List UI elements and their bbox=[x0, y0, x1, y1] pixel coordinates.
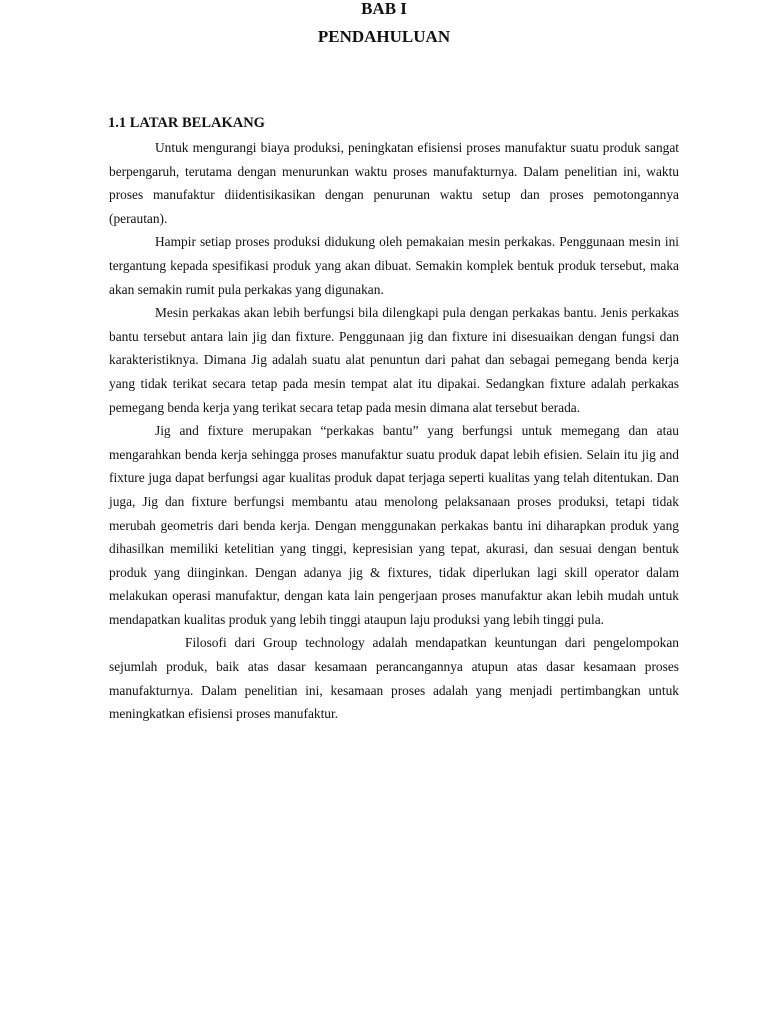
paragraph-5: Filosofi dari Group technology adalah mendapatkan keuntungan dari pengelompokan sejumlah produk, baik atas dasar kesamaan perancangannya atupun atas dasar kesamaan proses manufakturnya. Dalam penelitian ini, kesamaan proses adalah yang menjadi pertimbangkan untuk meningkatkan efisiensi proses manufaktur. bbox=[109, 635, 679, 722]
chapter-number: BAB I bbox=[361, 0, 407, 18]
paragraph-1: Untuk mengurangi biaya produksi, peningkatan efisiensi proses manufaktur suatu produk sangat berpengaruh, terutama dengan menurunkan waktu proses manufakturnya. Dalam penelitian ini, waktu proses manufaktur diidentisikasikan dengan penurunan waktu setup dan proses pemotongannya (perautan). bbox=[109, 140, 679, 226]
paragraph-2: Hampir setiap proses produksi didukung oleh pemakaian mesin perkakas. Penggunaan mesin ini tergantung kepada spesifikasi produk yang akan dibuat. Semakin komplek bentuk produk tersebut, maka akan semakin rumit pula perkakas yang digunakan. bbox=[109, 234, 679, 297]
chapter-title: PENDAHULUAN bbox=[317, 27, 451, 46]
section-heading: 1.1 LATAR BELAKANG bbox=[108, 115, 265, 131]
paragraph-4: Jig and fixture merupakan “perkakas bantu” yang berfungsi untuk memegang dan atau mengarahkan benda kerja sehingga proses manufaktur suatu produk dapat lebih efisien. Selain itu jig and fixture juga dapat berfungsi agar kualitas produk dapat terjaga seperti kualitas yang telah ditentukan. Dan juga, Jig dan fixture berfungsi membantu atau menolong pelaksanaan proses produksi, tetapi tidak merubah geometris dari benda kerja. Dengan menggunakan perkakas bantu ini diharapkan produk yang dihasilkan memiliki ketelitian yang tinggi, kepresisian yang tepat, akurasi, dan sesuai dengan bentuk produk yang diinginkan. Dengan adanya jig & fixtures, tidak diperlukan lagi skill operator dalam melakukan operasi manufaktur, dengan kata lain pengerjaan proses manufaktur akan lebih mudah untuk mendapatkan kualitas produk yang lebih tinggi ataupun laju produksi yang lebih tinggi pula. bbox=[109, 423, 679, 627]
paragraph-3: Mesin perkakas akan lebih berfungsi bila dilengkapi pula dengan perkakas bantu. Jenis perkakas bantu tersebut antara lain jig dan fixture. Penggunaan jig dan fixture ini disesuaikan dengan fungsi dan karakteristiknya. Dimana Jig adalah suatu alat penuntun dari pahat dan sebagai pemegang benda kerja yang tidak terikat secara tetap pada mesin tempat alat itu dipakai. Sedangkan fixture adalah perkakas pemegang benda kerja yang terikat secara tetap pada mesin dimana alat tersebut berada. bbox=[109, 305, 679, 415]
section-body bbox=[109, 136, 679, 726]
